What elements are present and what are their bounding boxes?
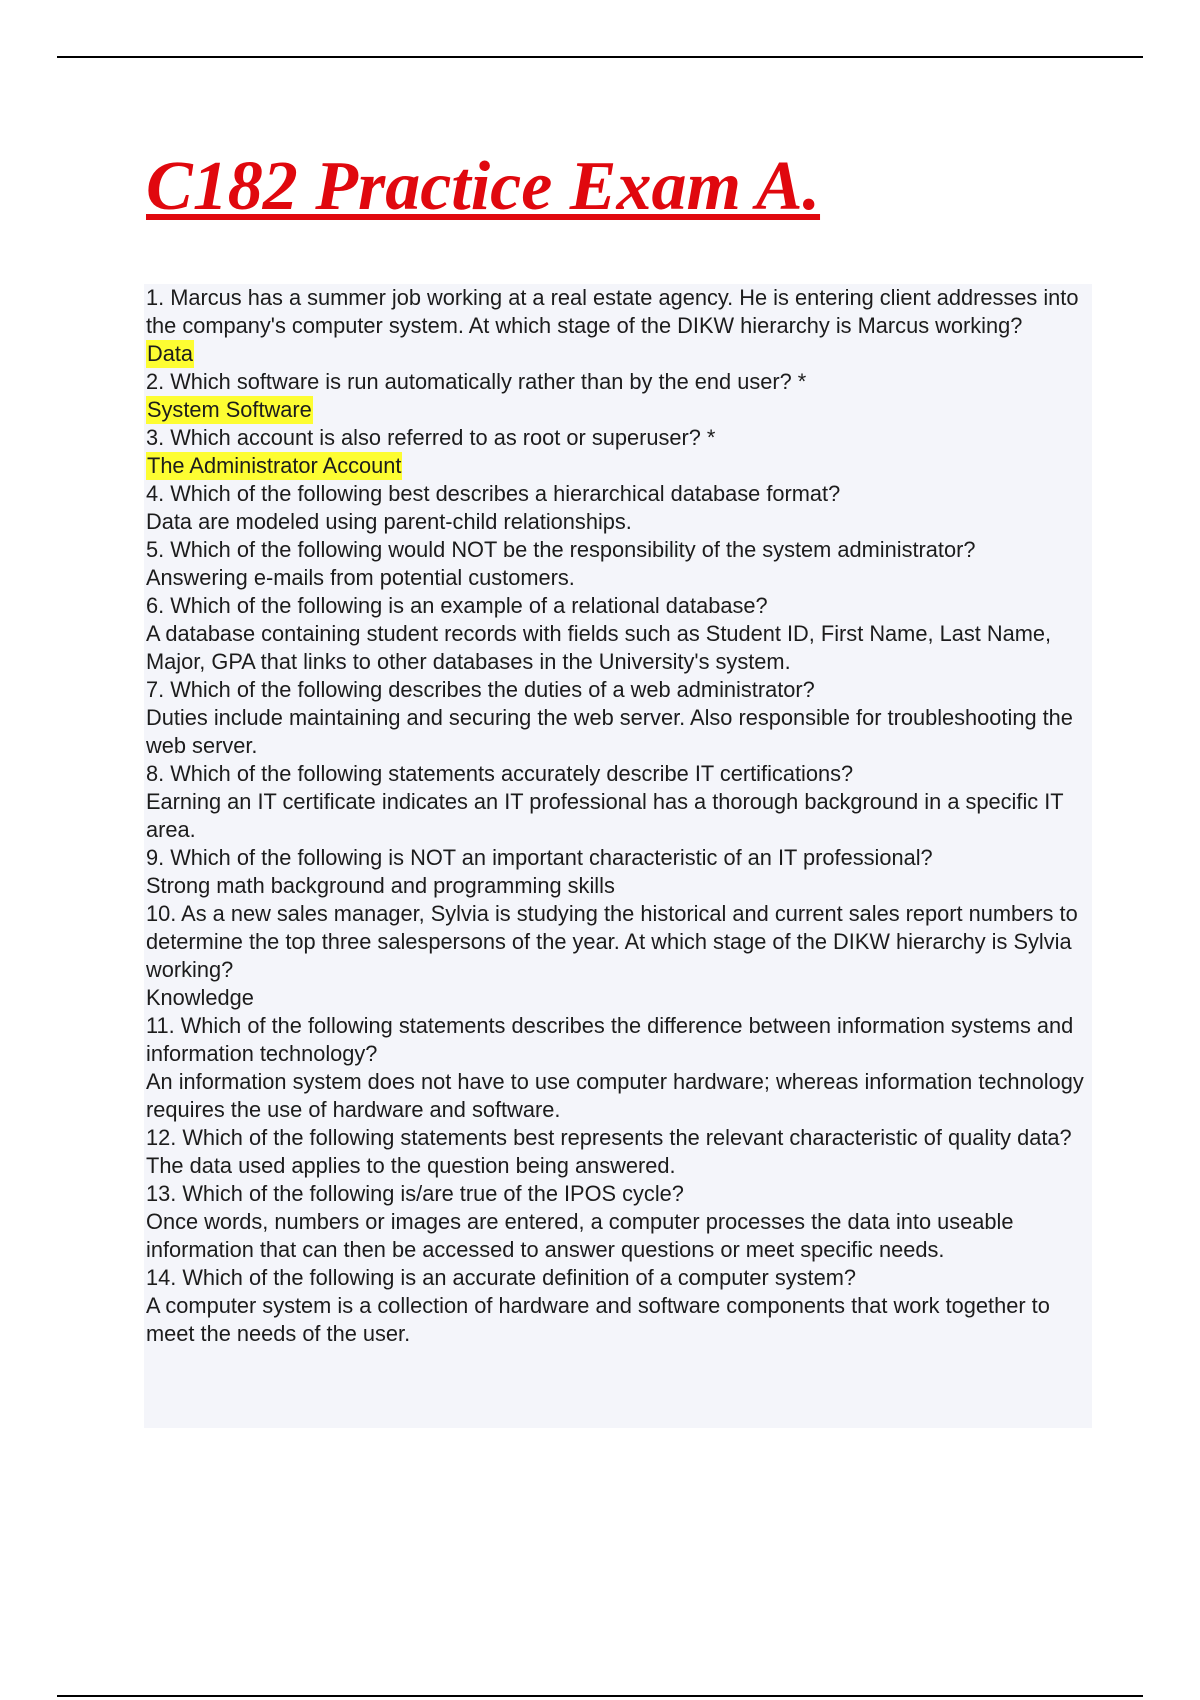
answer-text: An information system does not have to use computer hardware; whereas information technology requires the use of hardware and software. — [146, 1069, 1084, 1122]
question-text: 5. Which of the following would NOT be the responsibility of the system administrator? — [146, 537, 976, 562]
qa-item — [146, 424, 1086, 480]
answer-text: A computer system is a collection of hardware and software components that work together to meet the needs of the user. — [146, 1293, 1050, 1346]
qa-item — [146, 368, 1086, 424]
qa-item — [146, 676, 1086, 760]
highlighted-answer-text: The Administrator Account — [147, 453, 402, 478]
qa-item — [146, 1180, 1086, 1264]
highlighted-answer-text: System Software — [147, 397, 312, 422]
qa-item — [146, 592, 1086, 676]
answer-text: A database containing student records with fields such as Student ID, First Name, Last Name, Major, GPA that links to other databases in the University's system. — [146, 621, 1052, 674]
top-rule — [57, 56, 1143, 58]
question-text: 3. Which account is also referred to as root or superuser? * — [146, 425, 716, 450]
question-text: 10. As a new sales manager, Sylvia is studying the historical and current sales report numbers to determine the top three salespersons of the year. At which stage of the DIKW hierarchy is Sylvia working? — [146, 901, 1078, 982]
qa-item — [146, 1012, 1086, 1124]
question-text: 6. Which of the following is an example of a relational database? — [146, 593, 768, 618]
question-text: 12. Which of the following statements best represents the relevant characteristic of quality data? — [146, 1125, 1072, 1150]
qa-item — [146, 480, 1086, 536]
bottom-rule — [57, 1695, 1143, 1697]
question-text: 1. Marcus has a summer job working at a real estate agency. He is entering client addresses into the company's computer system. At which stage of the DIKW hierarchy is Marcus working? — [146, 285, 1079, 338]
question-text: 8. Which of the following statements accurately describe IT certifications? — [146, 761, 854, 786]
qa-list — [146, 284, 1086, 1348]
qa-item — [146, 284, 1086, 368]
qa-item — [146, 844, 1086, 900]
answer-text: Strong math background and programming skills — [146, 873, 615, 898]
answer-text: Earning an IT certificate indicates an IT professional has a thorough background in a specific IT area. — [146, 789, 1064, 842]
question-text: 14. Which of the following is an accurate definition of a computer system? — [146, 1265, 856, 1290]
qa-item — [146, 1264, 1086, 1348]
qa-item — [146, 1124, 1086, 1180]
question-text: 13. Which of the following is/are true of the IPOS cycle? — [146, 1181, 684, 1206]
highlighted-answer-text: Data — [147, 341, 194, 366]
answer-text: Duties include maintaining and securing the web server. Also responsible for troubleshooting the web server. — [146, 705, 1073, 758]
qa-item — [146, 536, 1086, 592]
answer-text: Once words, numbers or images are entered, a computer processes the data into useable information that can then be accessed to answer questions or meet specific needs. — [146, 1209, 1014, 1262]
question-text: 2. Which software is run automatically rather than by the end user? * — [146, 369, 807, 394]
answer-text: The data used applies to the question being answered. — [146, 1153, 676, 1178]
answer-text: Answering e-mails from potential customers. — [146, 565, 575, 590]
question-text: 9. Which of the following is NOT an important characteristic of an IT professional? — [146, 845, 933, 870]
question-text: 4. Which of the following best describes a hierarchical database format? — [146, 481, 841, 506]
answer-text: Data are modeled using parent-child relationships. — [146, 509, 632, 534]
answer-text: Knowledge — [146, 985, 254, 1010]
qa-item — [146, 760, 1086, 844]
qa-item — [146, 900, 1086, 1012]
document-title: C182 Practice Exam A. — [146, 148, 821, 225]
question-text: 11. Which of the following statements describes the difference between information systems and information technology? — [146, 1013, 1074, 1066]
question-text: 7. Which of the following describes the duties of a web administrator? — [146, 677, 815, 702]
